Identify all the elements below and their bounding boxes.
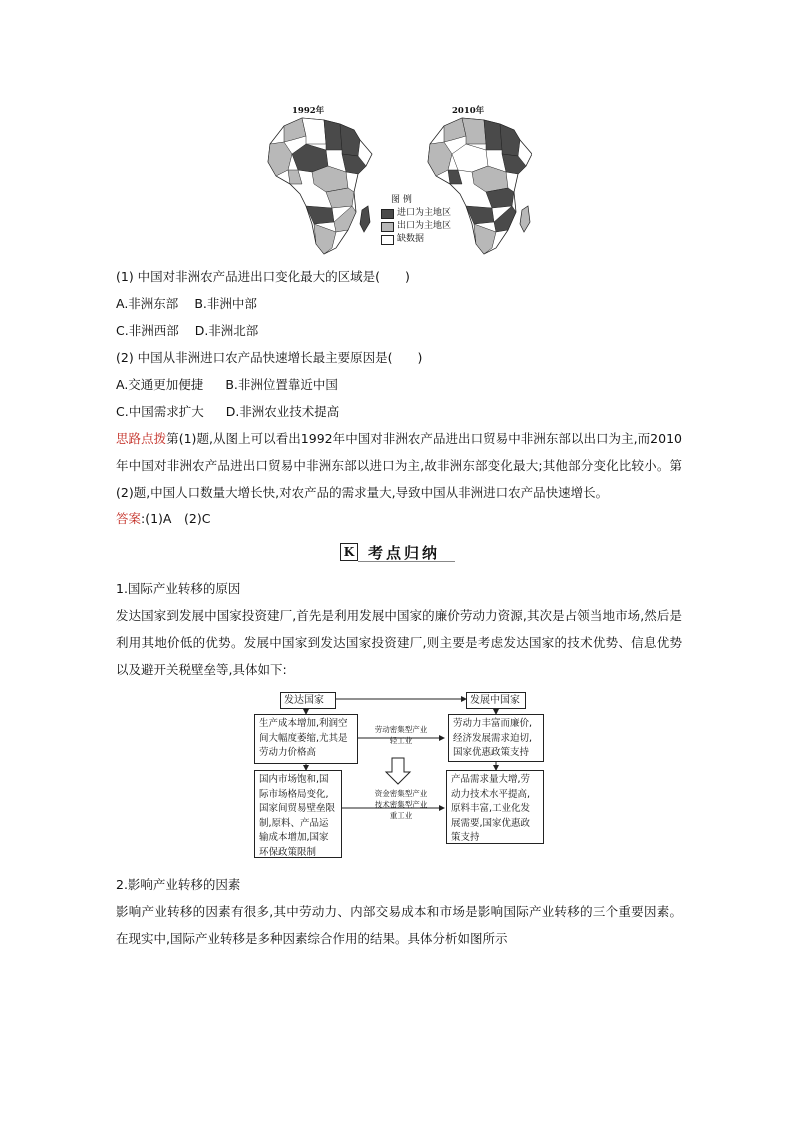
q1-option-d: D.非洲北部 — [194, 323, 259, 338]
legend-label-import: 进口为主地区 — [397, 208, 452, 218]
box-developing-reason-1: 劳动力丰富而廉价,经济发展需求迫切,国家优惠政策支持 — [448, 714, 544, 762]
box-developing-country: 发展中国家 — [466, 692, 526, 709]
point-2-body: 影响产业转移的因素有很多,其中劳动力、内部交易成本和市场是影响国际产业转移的三个重要因素。在现实中,国际产业转移是多种因素综合作用的结果。具体分析如图所示 — [116, 904, 682, 946]
section-title: 考点归纳 — [368, 544, 441, 562]
arrow-label-capital-line2: 技术密集型产业 — [374, 800, 428, 809]
map-legend — [381, 194, 451, 246]
box-developed-reason-1: 生产成本增加,利润空间大幅度萎缩,尤其是劳动力价格高 — [254, 714, 358, 764]
hint-text: 第(1)题,从图上可以看出1992年中国对非洲农产品进出口贸易中非洲东部以出口为主,而2010年中国对非洲农产品进出口贸易中非洲东部以进口为主,故非洲东部变化最大;其他部分变化比较小。第(2)题,中国人口数量大增长快,对农产品的需求量大,导致中国从非洲进口农产品快速增长。 — [116, 431, 682, 500]
q2-option-b: B.非洲位置靠近中国 — [225, 377, 338, 392]
hint-paragraph — [116, 425, 682, 506]
answer-label: 答案 — [116, 511, 142, 526]
q1-option-a: A.非洲东部 — [116, 296, 179, 311]
section-underline — [358, 561, 455, 562]
legend-item-export — [381, 220, 451, 233]
point-2-heading: 2.影响产业转移的因素 — [116, 877, 241, 892]
q2-option-d: D.非洲农业技术提高 — [225, 404, 340, 419]
section-k-icon: K — [340, 543, 358, 561]
box-developed-reason-2: 国内市场饱和,国际市场格局变化,国家间贸易壁垒限制,原料、产品运输成本增加,国家环保政策限制 — [254, 770, 342, 858]
industry-transfer-flowchart — [250, 690, 550, 860]
legend-swatch-white — [381, 235, 394, 245]
legend-item-import — [381, 207, 451, 220]
q2-option-c: C.中国需求扩大 — [116, 404, 204, 419]
point-1-heading: 1.国际产业转移的原因 — [116, 581, 241, 596]
legend-swatch-dark — [381, 209, 394, 219]
q1-option-b: B.非洲中部 — [194, 296, 257, 311]
africa-map-1992 — [268, 118, 372, 254]
question-1-stem: (1) 中国对非洲农产品进出口变化最大的区域是( ) — [116, 269, 410, 284]
answer-line — [116, 510, 210, 528]
q2-option-a: A.交通更加便捷 — [116, 377, 204, 392]
point-1-body: 发达国家到发展中国家投资建厂,首先是利用发展中国家的廉价劳动力资源,其次是占领当地市场,然后是利用其地价低的优势。发展中国家到发达国家投资建厂,则主要是考虑发达国家的技术优势、信息优势以及避开关税壁垒等,具体如下: — [116, 608, 682, 677]
section-header — [340, 541, 455, 563]
question-1-options-cd — [116, 322, 258, 340]
arrow-label-capital-line3: 重工业 — [389, 811, 413, 820]
arrow-label-labor-line2: 轻工业 — [389, 736, 413, 745]
arrow-label-labor — [364, 724, 438, 746]
map-year-2010: 2010年 — [452, 106, 485, 116]
question-2-stem: (2) 中国从非洲进口农产品快速增长最主要原因是( ) — [116, 350, 423, 365]
q1-option-c: C.非洲西部 — [116, 323, 179, 338]
legend-title: 图 例 — [391, 195, 412, 205]
legend-swatch-gray — [381, 222, 394, 232]
question-1-options-ab — [116, 295, 257, 313]
arrow-label-labor-line1: 劳动密集型产业 — [374, 725, 428, 734]
legend-label-export: 出口为主地区 — [397, 221, 452, 231]
box-developed-country: 发达国家 — [280, 692, 336, 709]
arrow-label-capital — [360, 788, 442, 821]
arrow-label-capital-line1: 资金密集型产业 — [374, 789, 428, 798]
africa-trade-maps-figure — [262, 100, 532, 260]
answer-text: :(1)A (2)C — [141, 511, 211, 526]
map-year-1992: 1992年 — [292, 106, 325, 116]
legend-item-nodata — [381, 233, 451, 246]
box-developing-reason-2: 产品需求量大增,劳动力技术水平提高,原料丰富,工业化发展需要,国家优惠政策支持 — [446, 770, 544, 844]
question-2-options-cd — [116, 403, 339, 421]
hint-label: 思路点拨 — [116, 431, 167, 446]
question-2-options-ab — [116, 376, 338, 394]
legend-label-nodata: 缺数据 — [397, 234, 425, 244]
